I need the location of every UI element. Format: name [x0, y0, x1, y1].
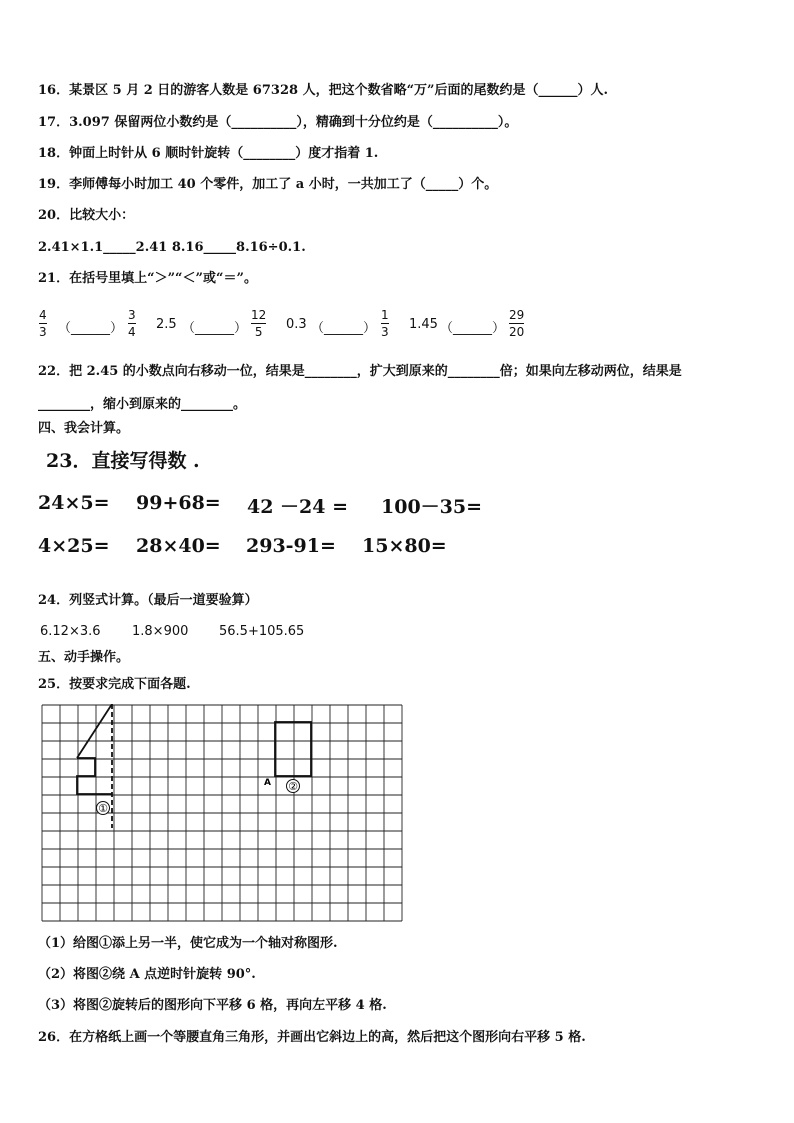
fraction-bar	[251, 323, 266, 324]
fraction	[381, 308, 389, 339]
vertical-calc-item: 6.12×3.6	[40, 624, 101, 639]
answer-blank[interactable]: （______）	[440, 321, 506, 336]
vertical-calc-item: 56.5+105.65	[219, 624, 305, 639]
question-17: 17．3.097 保留两位小数约是（__________），精确到十分位约是（__________）。	[38, 115, 518, 130]
figure-1-outline	[77, 758, 112, 794]
numerator: 12	[251, 308, 267, 322]
question-25-title: 25．按要求完成下面各题.	[38, 677, 191, 692]
question-20-compare: 2.41×1.1_____2.41 8.16_____8.16÷0.1.	[38, 240, 306, 255]
calc-item: 293-91=	[246, 535, 336, 557]
denominator: 3	[381, 325, 389, 339]
answer-blank[interactable]: （______）	[182, 321, 248, 336]
q25-sub-1: （1）给图①添上另一半，使它成为一个轴对称图形.	[38, 936, 338, 951]
question-19: 19．李师傅每小时加工 40 个零件，加工了 a 小时，一共加工了（_____）个。	[38, 177, 498, 192]
calc-item: 4×25=	[38, 535, 110, 557]
numerator: 29	[509, 308, 525, 322]
question-21-title: 21．在括号里填上“＞”“＜”或“＝”。	[38, 271, 257, 286]
comparison-left: 0.3	[286, 317, 307, 332]
question-20-title: 20．比较大小：	[38, 208, 135, 223]
figure-1-label: ①	[98, 802, 108, 815]
figure-2-rectangle	[275, 722, 311, 776]
calc-item: 15×80=	[362, 535, 447, 557]
fraction	[509, 308, 524, 339]
denominator: 20	[509, 325, 525, 339]
denominator: 5	[254, 325, 263, 339]
figure-2-label: ②	[288, 780, 298, 793]
calc-item: 100－35=	[381, 496, 483, 518]
grid-paper[interactable]	[41, 704, 403, 922]
vertical-calc-item: 1.8×900	[132, 624, 189, 639]
fraction-bar	[509, 323, 524, 324]
question-18: 18．钟面上时针从 6 顺时针旋转（________）度才指着 1.	[38, 146, 379, 161]
calc-item: 24×5=	[38, 492, 110, 514]
calc-item: 28×40=	[136, 535, 221, 557]
fraction	[39, 308, 47, 339]
question-16: 16．某景区 5 月 2 日的游客人数是 67328 人，把这个数省略“万”后面的尾数约是（______）人.	[38, 83, 609, 98]
calc-item: 42 －24 =	[247, 496, 349, 518]
question-23-title: 23．直接写得数 .	[46, 450, 200, 472]
fraction-bar	[39, 323, 47, 324]
q25-sub-2: （2）将图②绕 A 点逆时针旋转 90°.	[38, 967, 256, 982]
question-22-line1: 22．把 2.45 的小数点向右移动一位，结果是________，扩大到原来的________倍；如果向左移动两位，结果是	[38, 364, 682, 379]
answer-blank[interactable]: （______）	[311, 321, 377, 336]
comparison-left: 2.5	[156, 317, 177, 332]
fraction-bar	[128, 323, 136, 324]
denominator: 3	[39, 325, 47, 339]
fraction	[128, 308, 136, 339]
denominator: 4	[128, 325, 136, 339]
answer-blank[interactable]: （______）	[58, 321, 124, 336]
q25-sub-3: （3）将图②旋转后的图形向下平移 6 格，再向左平移 4 格.	[38, 998, 387, 1013]
comparison-left: 1.45	[409, 317, 438, 332]
point-a-label: A	[264, 778, 271, 788]
section-5-heading: 五、动手操作。	[38, 650, 130, 665]
numerator: 4	[39, 308, 47, 322]
question-22-line2: ________，缩小到原来的________。	[38, 397, 247, 412]
calc-item: 99+68=	[136, 492, 221, 514]
numerator: 3	[128, 308, 136, 322]
figure-1-diagonal	[77, 704, 112, 758]
section-4-heading: 四、我会计算。	[38, 421, 130, 436]
question-26: 26．在方格纸上画一个等腰直角三角形，并画出它斜边上的高，然后把这个图形向右平移 5 格.	[38, 1030, 586, 1045]
grid-lines	[42, 705, 402, 921]
fraction-bar	[381, 323, 389, 324]
question-24-title: 24．列竖式计算。（最后一道要验算）	[38, 593, 258, 608]
numerator: 1	[381, 308, 389, 322]
fraction	[251, 308, 266, 339]
